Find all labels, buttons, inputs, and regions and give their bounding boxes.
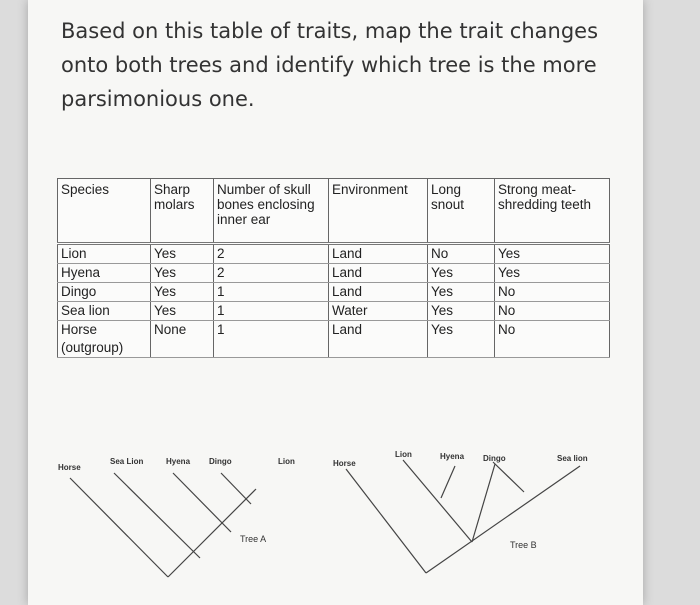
cell: 1 [214, 283, 329, 302]
cell: Land [329, 321, 428, 358]
cell: No [495, 283, 610, 302]
tree-a-branch [168, 489, 256, 577]
cell: Hyena [58, 264, 151, 283]
cell: Yes [495, 244, 610, 264]
table-row [58, 283, 610, 302]
tree-b-taxon: Sea lion [557, 454, 588, 463]
cell: Land [329, 264, 428, 283]
cell: 2 [214, 244, 329, 264]
cell: Yes [151, 302, 214, 321]
tree-b-taxon: Lion [395, 450, 412, 459]
tree-b-branch [346, 469, 426, 573]
tree-b [346, 460, 580, 573]
header-environment: Environment [329, 179, 428, 244]
header-meat-teeth: Strong meat-shredding teeth [495, 179, 610, 244]
table-row [58, 321, 610, 358]
table-row [58, 264, 610, 283]
tree-b-branch [426, 466, 580, 573]
traits-table [57, 178, 610, 358]
cell: Yes [428, 264, 495, 283]
cell: Horse (outgroup) [58, 321, 151, 358]
header-species: Species [58, 179, 151, 244]
question-text: Based on this table of traits, map the trait changes onto both trees and identify which tree is the more parsimonious one. [61, 19, 599, 111]
table-row [58, 302, 610, 321]
tree-a-taxon: Sea Lion [110, 457, 144, 466]
cell: 1 [214, 302, 329, 321]
cell: Lion [58, 244, 151, 264]
cell: None [151, 321, 214, 358]
header-skull-bones: Number of skull bones enclosing inner ear [214, 179, 329, 244]
tree-b-taxon: Horse [333, 459, 356, 468]
tree-b-branch [472, 464, 495, 542]
table-header-row [58, 179, 610, 244]
worksheet-page [28, 0, 643, 605]
tree-b-branch [493, 462, 524, 492]
cell: 2 [214, 264, 329, 283]
tree-a-branch [173, 473, 231, 532]
tree-b-taxon: Dingo [483, 454, 506, 463]
cell: Land [329, 244, 428, 264]
cell: Yes [495, 264, 610, 283]
tree-a-taxon: Dingo [209, 457, 232, 466]
cell: Yes [428, 283, 495, 302]
tree-a-caption: Tree A [240, 534, 267, 544]
tree-a-taxon: Horse [58, 463, 81, 472]
cell: 1 [214, 321, 329, 358]
cell: Sea lion [58, 302, 151, 321]
tree-b-caption: Tree B [510, 540, 537, 550]
cell: Yes [428, 302, 495, 321]
cell: Yes [151, 244, 214, 264]
trees-figure [28, 440, 643, 590]
cell: No [495, 302, 610, 321]
header-long-snout: Long snout [428, 179, 495, 244]
table-row [58, 244, 610, 264]
tree-a-branch [114, 473, 200, 558]
cell: Yes [428, 321, 495, 358]
tree-a-branch [70, 478, 168, 577]
tree-a-taxon: Lion [278, 457, 295, 466]
cell: Yes [151, 283, 214, 302]
tree-a-taxon: Hyena [166, 457, 191, 466]
cell: No [428, 244, 495, 264]
tree-a-branch [221, 473, 251, 504]
header-sharp-molars: Sharp molars [151, 179, 214, 244]
cell: No [495, 321, 610, 358]
cell: Yes [151, 264, 214, 283]
cell: Water [329, 302, 428, 321]
cell: Dingo [58, 283, 151, 302]
tree-b-branch [441, 466, 455, 498]
tree-a [70, 473, 256, 577]
tree-b-taxon: Hyena [440, 452, 465, 461]
tree-b-branch [403, 460, 472, 542]
cell: Land [329, 283, 428, 302]
